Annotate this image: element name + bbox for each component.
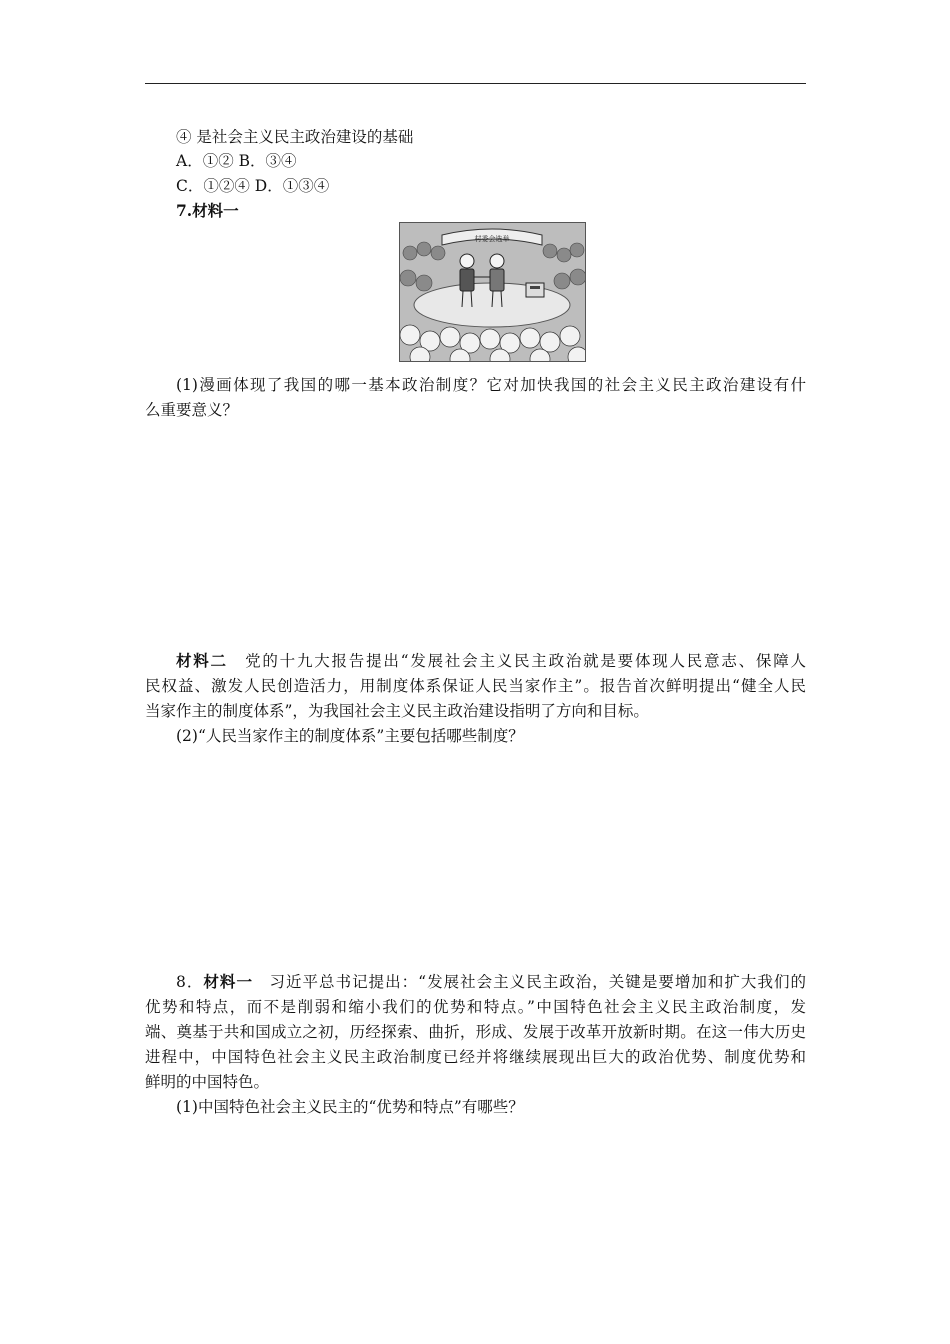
- q6-item-4: ④ 是社会主义民主政治建设的基础: [176, 128, 414, 146]
- q8-line4: 进程中，中国特色社会主义民主政治制度已经并将继续展现出巨大的政治优势、制度优势和: [145, 1048, 806, 1066]
- q7-q1-line2: 么重要意义？: [145, 401, 239, 419]
- q8-line3: 端、奠基于共和国成立之初，历经探索、曲折，形成、发展于改革开放新时期。在这一伟大历史: [145, 1023, 806, 1041]
- q8-line2: 优势和特点，而不是削弱和缩小我们的优势和特点。”中国特色社会主义民主政治制度，发: [145, 998, 806, 1016]
- q7-material2-line2: 民权益、激发人民创造活力，用制度体系保证人民当家作主”。报告首次鲜明提出“健全人民: [145, 677, 806, 695]
- q8-number: 8．: [176, 973, 204, 991]
- q7-q1-line1: (1)漫画体现了我国的哪一基本政治制度？它对加快我国的社会主义民主政治建设有什: [176, 376, 806, 394]
- q6-options-ab: A．①② B．③④: [176, 152, 297, 170]
- q7-material2-line1: [176, 650, 806, 672]
- cartoon-image: [399, 222, 586, 362]
- q7-material2-line3: 当家作主的制度体系”，为我国社会主义民主政治建设指明了方向和目标。: [145, 702, 649, 720]
- q8-material1-label: 材料一: [203, 972, 253, 991]
- q7-heading: 7.材料一: [176, 201, 239, 220]
- material2-text: 党的十九大报告提出“发展社会主义民主政治就是要体现人民意志、保障人: [245, 652, 806, 670]
- cartoon-banner-text: 村委会选举: [474, 235, 510, 243]
- q8-q1: (1)中国特色社会主义民主的“优势和特点”有哪些？: [176, 1098, 524, 1116]
- material2-label: 材料二: [176, 651, 228, 670]
- q7-q2: (2)“人民当家作主的制度体系”主要包括哪些制度？: [176, 727, 524, 745]
- q6-options-cd: C．①②④ D．①③④: [176, 177, 330, 195]
- q8-line1: [176, 971, 806, 993]
- q8-line1-text: 习近平总书记提出：“发展社会主义民主政治，关键是要增加和扩大我们的: [269, 973, 806, 991]
- q8-line5: 鲜明的中国特色。: [145, 1073, 270, 1091]
- cartoon-illustration: [400, 223, 585, 361]
- header-rule: [145, 83, 806, 84]
